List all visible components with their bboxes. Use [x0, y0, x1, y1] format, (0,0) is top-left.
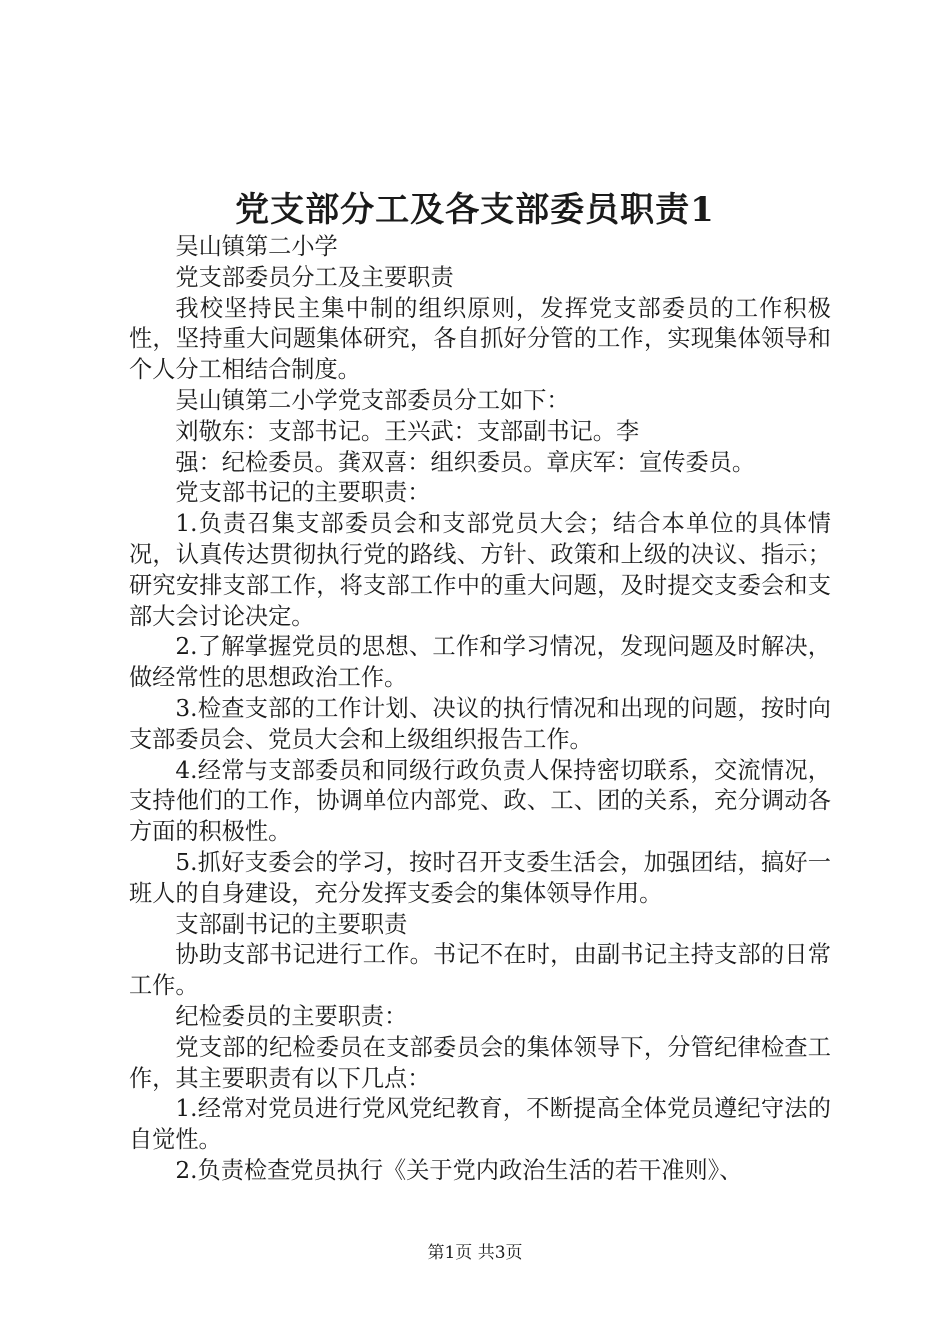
paragraph-discipline-heading: 纪检委员的主要职责： [175, 1002, 408, 1030]
paragraph-secretary-duty-3: 3.检查支部的工作计划、决议的执行情况和出现的问题，按时向支部委员会、党员大会和上级组织报告工作。 [129, 694, 831, 753]
paragraph-discipline-intro: 党支部的纪检委员在支部委员会的集体领导下，分管纪律检查工作，其主要职责有以下几点： [129, 1033, 831, 1092]
page-number-footer: 第1页 共3页 [427, 1243, 523, 1263]
paragraph-deputy-duty: 协助支部书记进行工作。书记不在时，由副书记主持支部的日常工作。 [129, 941, 831, 1000]
paragraph-division-heading: 吴山镇第二小学党支部委员分工如下： [175, 386, 570, 414]
paragraph-members-line-2: 强：纪检委员。龚双喜：组织委员。章庆军：宣传委员。 [175, 448, 756, 476]
paragraph-secretary-duty-5: 5.抓好支委会的学习，按时召开支委生活会，加强团结，搞好一班人的自身建设，充分发挥支委会的集体领导作用。 [129, 848, 831, 907]
paragraph-intro: 我校坚持民主集中制的组织原则，发挥党支部委员的工作积极性，坚持重大问题集体研究，各自抓好分管的工作，实现集体领导和个人分工相结合制度。 [129, 294, 831, 384]
document-title: 党支部分工及各支部委员职责1 [235, 190, 715, 230]
paragraph-school-name: 吴山镇第二小学 [175, 233, 338, 260]
document-body [129, 232, 831, 1187]
paragraph-secretary-duty-2: 2.了解掌握党员的思想、工作和学习情况，发现问题及时解决，做经常性的思想政治工作。 [129, 633, 831, 692]
paragraph-secretary-heading: 党支部书记的主要职责： [175, 479, 431, 507]
paragraph-discipline-duty-2: 2.负责检查党员执行《关于党内政治生活的若干准则》、 [175, 1156, 743, 1184]
paragraph-secretary-duty-1: 1.负责召集支部委员会和支部党员大会；结合本单位的具体情况，认真传达贯彻执行党的路线、方针、政策和上级的决议、指示；研究安排支部工作，将支部工作中的重大问题，及时提交支委会和支部大会讨论决定。 [129, 510, 831, 630]
paragraph-members-line-1: 刘敬东：支部书记。王兴武：支部副书记。李 [175, 417, 640, 445]
paragraph-discipline-duty-1: 1.经常对党员进行党风党纪教育，不断提高全体党员遵纪守法的自觉性。 [129, 1095, 831, 1154]
paragraph-deputy-heading: 支部副书记的主要职责 [175, 910, 408, 938]
paragraph-secretary-duty-4: 4.经常与支部委员和同级行政负责人保持密切联系，交流情况，支持他们的工作，协调单位内部党、政、工、团的关系，充分调动各方面的积极性。 [129, 756, 831, 846]
paragraph-subtitle: 党支部委员分工及主要职责 [175, 263, 454, 291]
